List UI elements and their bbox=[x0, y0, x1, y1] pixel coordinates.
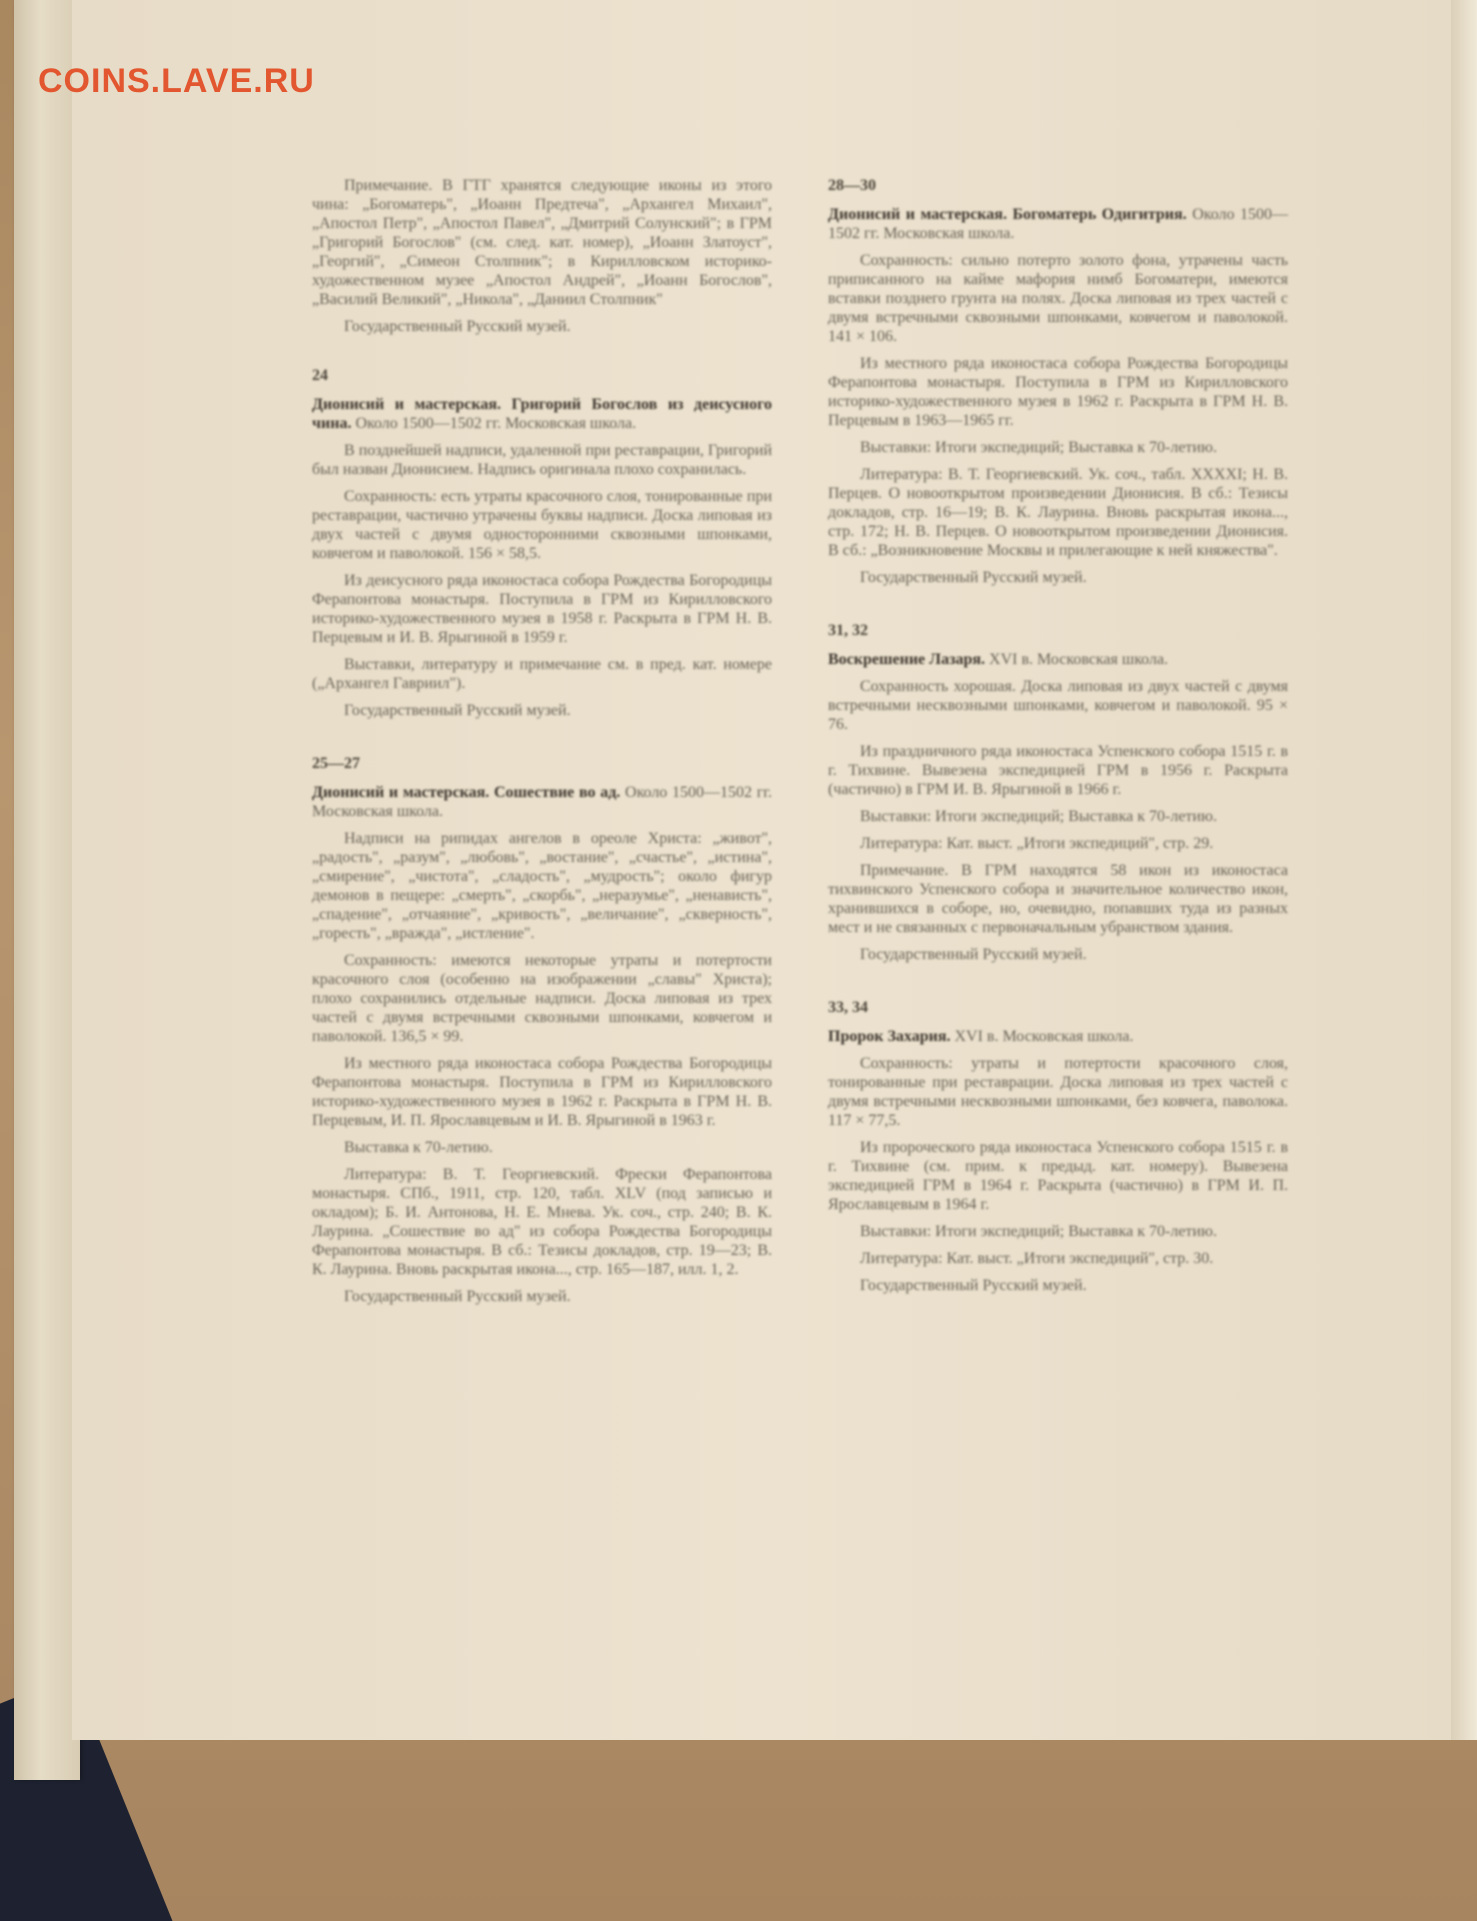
entry-33-34 bbox=[828, 998, 1288, 1295]
entry-title bbox=[312, 783, 772, 821]
entry-title-rest: XVI в. Московская школа. bbox=[985, 651, 1169, 668]
entry-paragraph: В позднейшей надписи, удаленной при реставрации, Григорий был назван Дионисием. Надпись оригинала плохо сохранилась. bbox=[312, 442, 772, 478]
entry-title bbox=[312, 395, 772, 433]
entry-28-30 bbox=[828, 176, 1288, 587]
entry-note-top bbox=[312, 176, 772, 336]
entry-paragraph: Примечание. В ГРМ находятся 58 икон из иконостаса тихвинского Успенского собора и значительное количество икон, хранившихся в соборе, но, очевидно, попавших туда из разных мест и не связанных с первоначальным убранством здания. bbox=[828, 862, 1288, 936]
entry-paragraph: Сохранность: утраты и потертости красочного слоя, тонированные при реставрации. Доска липовая из трех частей с двумя встречными несквозными шпонками, без ковчега, паволока. 117 × 77,5. bbox=[828, 1055, 1288, 1129]
left-column bbox=[312, 176, 772, 1340]
museum-line: Государственный Русский музей. bbox=[344, 1288, 571, 1305]
entry-paragraph: Из праздничного ряда иконостаса Успенского собора 1515 г. в г. Тихвине. Вывезена экспедицией ГРМ в 1956 г. Раскрыта (частично) в ГРМ И. В. Ярыгиной в 1966 г. bbox=[828, 743, 1288, 798]
entry-title-bold: Дионисий и мастерская. Богоматерь Одигитрия. bbox=[828, 206, 1187, 223]
entry-paragraph: Надписи на рипидах ангелов в ореоле Христа: „живот", „радость", „разум", „любовь", „востание", „счастье", „истина", „смирение", „чистота", „сладость", „мудрость"; около фигур демонов в пещере: „смерть", „скорбь", „неразумье", „ненависть", „спадение", „отчаяние", „кривость", „величание", „скверность", „горесть", „вражда", „истление". bbox=[312, 830, 772, 942]
entry-paragraph: Выставки: Итоги экспедиций; Выставка к 70-летию. bbox=[860, 439, 1217, 456]
entry-title-bold: Воскрешение Лазаря. bbox=[828, 651, 986, 668]
museum-line: Государственный Русский музей. bbox=[344, 318, 571, 335]
entry-paragraph: Литература: В. Т. Георгиевский. Фрески Ферапонтова монастыря. СПб., 1911, стр. 120, табл. XLV (под записью и окладом); Б. И. Антонова, Н. Е. Мнева. Ук. соч., стр. 240; В. К. Лаурина. „Сошествие во ад" из собора Рождества Богородицы Ферапонтова монастыря. В сб.: Тезисы докладов, стр. 19—23; В. К. Лаурина. Вновь раскрытая икона..., стр. 165—187, илл. 1, 2. bbox=[312, 1166, 772, 1278]
entry-title-rest: XVI в. Московская школа. bbox=[950, 1028, 1134, 1045]
book-page-stack bbox=[14, 0, 80, 1780]
entry-24 bbox=[312, 366, 772, 720]
entry-number: 25—27 bbox=[312, 755, 360, 772]
museum-line: Государственный Русский музей. bbox=[344, 702, 571, 719]
entry-paragraph: Выставки: Итоги экспедиций; Выставка к 70-летию. bbox=[860, 808, 1217, 825]
entry-number: 24 bbox=[312, 367, 328, 384]
entry-title-bold: Дионисий и мастерская. Григорий Богослов из деисусного чина. bbox=[312, 396, 772, 432]
entry-number: 33, 34 bbox=[828, 999, 868, 1016]
entry-number: 31, 32 bbox=[828, 622, 868, 639]
right-column bbox=[828, 176, 1288, 1329]
entry-title-bold: Пророк Захария. bbox=[828, 1028, 951, 1045]
entry-title bbox=[828, 1027, 1288, 1046]
entry-title-rest: Около 1500—1502 гг. Московская школа. bbox=[828, 206, 1288, 242]
entry-title-bold: Дионисий и мастерская. Сошествие во ад. bbox=[312, 784, 621, 801]
entry-title bbox=[828, 205, 1288, 243]
entry-title bbox=[828, 650, 1288, 669]
entry-paragraph: Сохранность: имеются некоторые утраты и потертости красочного слоя (особенно на изображении „славы" Христа); плохо сохранились отдельные надписи. Доска липовая из трех частей с двумя встречными сквозными шпонками, ковчегом и паволокой. 136,5 × 99. bbox=[312, 952, 772, 1045]
entry-paragraph: Из деисусного ряда иконостаса собора Рождества Богородицы Ферапонтова монастыря. Поступила в ГРМ из Кирилловского историко-художественного музея в 1958 г. Раскрыта в ГРМ Н. В. Перцевым и И. В. Ярыгиной в 1959 г. bbox=[312, 572, 772, 646]
entry-title-rest: Около 1500—1502 гг. Московская школа. bbox=[312, 784, 773, 820]
entry-paragraph: Сохранность хорошая. Доска липовая из двух частей с двумя встречными несквозными шпонками, ковчегом и паволокой. 95 × 76. bbox=[828, 678, 1288, 733]
note-paragraph: Примечание. В ГТГ хранятся следующие иконы из этого чина: „Богоматерь", „Иоанн Предтеча", „Архангел Михаил", „Апостол Петр", „Апостол Павел", „Дмитрий Солунский"; в ГРМ „Григорий Богослов" (см. след. кат. номер), „Иоанн Златоуст", „Георгий", „Симеон Столпник"; в Кирилловском историко-художественном музее „Апостол Андрей", „Иоанн Богослов", „Василий Великий", „Никола", „Даниил Столпник" bbox=[312, 177, 772, 308]
museum-line: Государственный Русский музей. bbox=[860, 569, 1087, 586]
entry-paragraph: Сохранность: есть утраты красочного слоя, тонированные при реставрации, частично утрачены буквы надписи. Доска липовая из двух частей с двумя односторонними сквозными шпонками, ковчегом и паволокой. 156 × 58,5. bbox=[312, 488, 772, 562]
entry-paragraph: Выставки, литературу и примечание см. в пред. кат. номере („Архангел Гавриил"). bbox=[312, 656, 772, 692]
watermark: COINS.LAVE.RU bbox=[38, 62, 315, 100]
entry-25-27 bbox=[312, 754, 772, 1306]
entry-paragraph: Из пророческого ряда иконостаса Успенского собора 1515 г. в г. Тихвине (см. прим. к предыд. кат. номеру). Вывезена экспедицией ГРМ в 1964 г. Раскрыта (частично) в ГРМ И. П. Ярославцевым в 1964 г. bbox=[828, 1139, 1288, 1213]
entry-paragraph: Выставка к 70-летию. bbox=[344, 1139, 493, 1156]
museum-line: Государственный Русский музей. bbox=[860, 1277, 1087, 1294]
entry-31-32 bbox=[828, 621, 1288, 964]
museum-line: Государственный Русский музей. bbox=[860, 946, 1087, 963]
entry-paragraph: Сохранность: сильно потерто золото фона, утрачены часть приписанного на кайме мафория нимб Богоматери, имеются вставки позднего грунта на полях. Доска липовая из трех частей с двумя встречными сквозными шпонками, ковчегом и паволокой. 141 × 106. bbox=[828, 252, 1288, 345]
entry-paragraph: Выставки: Итоги экспедиций; Выставка к 70-летию. bbox=[860, 1223, 1217, 1240]
entry-paragraph: Литература: В. Т. Георгиевский. Ук. соч., табл. XXXXI; Н. В. Перцев. О новооткрытом произведении Дионисия. В сб.: Тезисы докладов, стр. 16—19; В. К. Лаурина. Вновь раскрытая икона..., стр. 172; Н. В. Перцев. О новооткрытом произведении Дионисия. В сб.: „Возникновение Москвы и прилегающие к ней княжества". bbox=[828, 466, 1288, 559]
entry-paragraph: Из местного ряда иконостаса собора Рождества Богородицы Ферапонтова монастыря. Поступила в ГРМ из Кирилловского историко-художественного музея в 1962 г. Раскрыта в ГРМ Н. В. Перцевым, И. П. Ярославцевым и И. В. Ярыгиной в 1963 г. bbox=[312, 1055, 772, 1129]
entry-number: 28—30 bbox=[828, 177, 876, 194]
entry-title-rest: Около 1500—1502 гг. Московская школа. bbox=[351, 415, 637, 432]
page-edge bbox=[1451, 0, 1477, 1740]
entry-paragraph: Литература: Кат. выст. „Итоги экспедиций", стр. 29. bbox=[860, 835, 1214, 852]
entry-paragraph: Из местного ряда иконостаса собора Рождества Богородицы Ферапонтова монастыря. Поступила в ГРМ из Кирилловского историко-художественного музея в 1962 г. Раскрыта в ГРМ Н. В. Перцевым в 1963—1965 гг. bbox=[828, 355, 1288, 429]
entry-paragraph: Литература: Кат. выст. „Итоги экспедиций", стр. 30. bbox=[860, 1250, 1214, 1267]
